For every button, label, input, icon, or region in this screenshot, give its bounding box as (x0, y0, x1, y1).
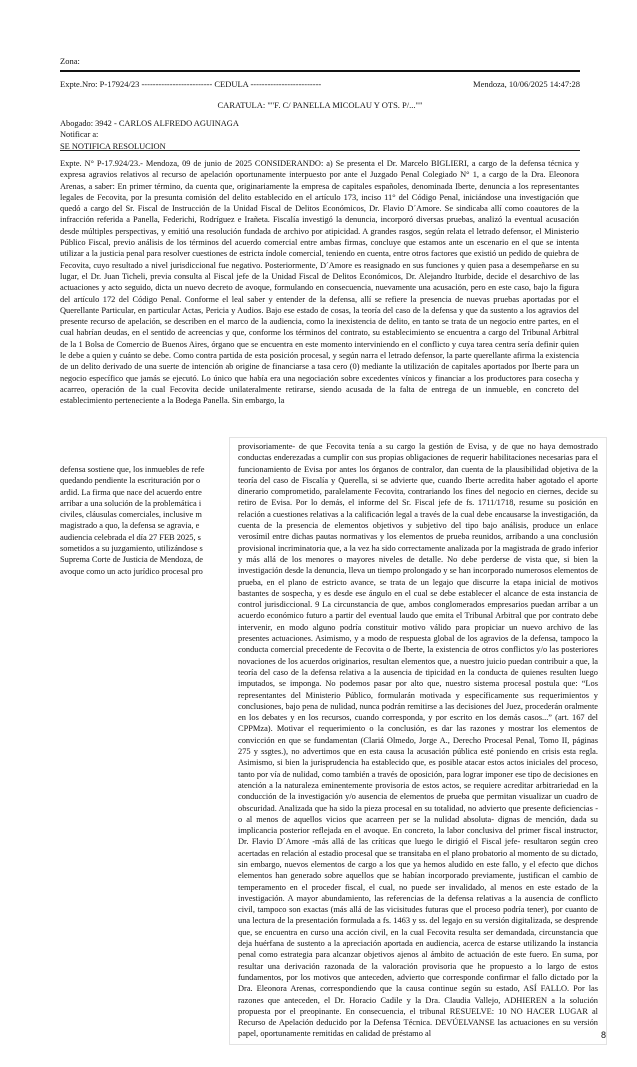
caratula: CARATULA: ""F. C/ PANELLA MICOLAU Y OTS. P/..."" (217, 100, 423, 110)
fragment-line: civiles, cláusulas comerciales, inclusive m (60, 510, 202, 520)
fragment-line: audiencia celebrada el día 27 FEB 2025, s (60, 532, 201, 542)
fragment-line: arribar a una solución de la problemática i (60, 498, 202, 508)
resolution-text-left-fragment (60, 464, 238, 576)
resolution-paragraph: Expte. N° P-17.924/23.- Mendoza, 09 de junio de 2025 CONSIDERANDO: a) Se presenta el Dr. Marcelo BIGLIERI, a cargo de la defensa técnica y expresa agravios relativos al recurso de apelación oportunamente interpuesto por ante el Juzgado Penal Colegiado N° 1, a cargo de la Dra. Eleonora Arenas, a saber: En primer término, da cuenta que, originariamente la empresa de capitales españoles, denominada Iberte, denuncia a los representantes legales de Fecovita, por la presunta comisión del delito establecido en el artículo 173, inciso 11° del Código Penal, iniciándose una investigación que quedó a cargo del Sr. Fiscal de Instrucción de la Unidad Fiscal de Delitos Económicos, Dr. Flavio D´Amore. Se sindicaba allí como coautores de la infracción referida a Panella, Federichi, Rodríguez e Irañeta. Fiscalía investigó la denuncia, incorporó diversas pruebas, analizó la eventual acusación desde múltiples perspectivas, y emitió una resolución fundada de archivo por atipicidad. A grandes rasgos, según relata el letrado defensor, el Ministerio Público Fiscal, previo análisis de los términos del acuerdo comercial entre ambas firmas, concluye que estamos ante un escenario en el que se intenta utilizar a la justicia penal para resolver cuestiones de estricta índole comercial, teniendo en cuenta, entre otros factores que existió un pedido de quiebra de Fecovita, cuyo resultado a nivel jurisdiccional fue negativo. Posteriormente, D´Amore es reasignado en sus funciones y quien pasa a desempeñarse en su lugar, el Dr. Juan Ticheli, previa consulta al Fiscal jefe de la Unidad Fiscal de Delitos Económicos, Dr. Alejandro Iturbide, decide el desarchivo de las actuaciones y acto seguido, dicta un nuevo decreto de avoque, formulando en consecuencia, nuevamente una acusación, pero en este caso, bajo la figura del artículo 172 del Código Penal. Conforme el leal saber y entender de la defensa, allí se refiere la presencia de nuevas pruebas aportadas por el Querellante Particular, en particular Actas, Pericia y Audios. Bajo ese estado de cosas, la teoría del caso de la defensa y que da sustento a los agravios del presente recurso de apelación, se describen en el marco de la audiencia, como la inexistencia de delito, en tanto se trata de un negocio entre partes, en el cual habrían deudas, en el sentido de acreencias y que, conforme los términos del contrato, su establecimiento se encuentra a cargo del Tribunal Arbitral de la 1 Bolsa de Comercio de Buenos Aires, órgano que se encuentra en este momento interviniendo en el conflicto y cuya tarea centra sería definir quien le debe a quien y cuánto se debe. Como contra partida de esta posición procesal, y según narra el letrado defensor, la parte querellante afirma la existencia de un delito derivado de una suerte de intención ab origine de financiarse a tasa cero (0) mediante la utilización de capitales aportados por Iberte para un negocio específico que jamás se ejecutó. Lo único que había era una negociación sobre excedentes vínicos y financiar a los productores para cosecha y acarreo, operación de la cual Fecovita decide unilateralmente retirarse, siendo acusada de la falta de entrega de un inmueble, en concreto del establecimiento perteneciente a la Bodega Panella. Sin embargo, la (60, 159, 579, 406)
notificar-line: Notificar a: (60, 130, 99, 140)
fragment-line: defensa sostiene que, los inmuebles de refe (60, 465, 205, 474)
fragment-line: avoque como un acto jurídico procesal pro (60, 566, 203, 576)
expte-line (60, 79, 580, 89)
fragment-line: quedando pendiente la escrituración por o (60, 476, 201, 486)
page-number: 8 (601, 1030, 607, 1040)
fragment-line: Suprema Corte de Justicia de Mendoza, de (60, 555, 204, 565)
fragment-line: ardid. La firma que nace del acuerdo entre (60, 487, 202, 497)
expte-date: Mendoza, 10/06/2025 14:47:28 (473, 79, 580, 89)
abogado-line: Abogado: 3942 - CARLOS ALFREDO AGUINAGA (60, 119, 239, 128)
fragment-line: sometidos a su juzgamiento, utilizándose s (60, 544, 203, 554)
expte-number: Expte.Nro: P-17924/23 ------------------------- CEDULA ------------------------- (60, 79, 322, 89)
resolution-text-upper (60, 158, 579, 447)
recipient-block (60, 118, 239, 152)
divider-bottom (60, 150, 580, 151)
overlapping-page (230, 438, 606, 1044)
fragment-line: magistrado a quo, la defensa se agravia, e (60, 521, 200, 531)
zona-label: Zona: (60, 56, 80, 66)
overlapping-page-text: provisoriamente- de que Fecovita tenía a su cargo la gestión de Evisa, y de que no haya demostrado conductas enderezadas a cumplir con sus propias obligaciones de requerir habilitaciones necesarias para el funcionamiento de Evisa por antes los órganos de contralor, dan cuenta de la plausibilidad objetiva de la teoría del caso de Fiscalía y Querella, si se advierte que, cuando Iberte acredita haber agotado el aporte dinerario comprometido, paralelamente Fecovita, contrariando los fines del negocio en ciernes, decide su retiro de Evisa. Por lo demás, el informe del Sr. Fiscal jefe de fs. 1711/1718, resume su posición en relación a cuestiones relativas a la calificación legal a través de la cual debe encausarse la investigación, da cuenta de la presencia de elementos objetivos y subjetivo del tipo bajo análisis, produce un enlace verosímil entre dichas pautas normativas y los elementos de prueba reunidos, arribando a una conclusión provisional incriminatoria que, a la vez ha sido correctamente analizada por la magistrada de grado inferior y más allá de los menores o mayores niveles de detalle. No debe perderse de vista que, si bien la investigación desde la denuncia, lleva un tiempo prolongado y se han incorporado numerosos elementos de prueba, en el plano de estricto avance, se trata de un legajo que discurre la etapa inicial de motivos bastantes de sospecha, y es desde ese ángulo en el cual se debe establecer el alcance de esta instancia de control jurisdiccional. 9 La circunstancia de que, ambos conglomerados empresarios puedan arribar a un acuerdo económico futuro a partir del eventual laudo que emita el Tribunal Arbitral que por contrato debe intervenir, en modo alguno podría constituir motivo válido para propiciar un nuevo archivo de las presentes actuaciones. Asimismo, y a modo de respuesta global de los agravios de la defensa, tampoco la conducta comercial precedente de Fecovita o de Iberte, la existencia de otros conflictos y/o las posteriores novaciones de los acuerdos originarios, resultan elementos que, a nuestro juicio puedan contribuir a que, la teoría del caso de la defensa relativa a la ausencia de tipicidad en la conducta de quienes resulten luego imputados, se imponga. No podemos pasar por alto que, nuestro sistema procesal postula que: “Los representantes del Ministerio Público, formularán motivada y específicamente sus requerimientos y conclusiones, bajo pena de nulidad, nunca podrán remitirse a las decisiones del Juez, procederán oralmente en los debates y en los recursos, cuando corresponda, y por escrito en los demás casos...” (art. 167 del CPPMza). Motivar el requerimiento o la conclusión, es dar las razones y mostrar los elementos de convicción en que se fundamentan (Clariá Olmedo, Jorge A., Derecho Procesal Penal, Tomo II, páginas 275 y ssgtes.), no advertimos que en esta causa la acusación pública esté poniendo en crisis esta regla. Asimismo, si bien la jurisprudencia ha establecido que, es posible atacar estos actos iniciales del proceso, tanto por vía de nulidad, como también a través de oposición, para lograr imponer ese tipo de decisiones en atención a la naturaleza eminentemente provisoria de estos actos, se requiere acreditar arbitrariedad en la conducción de la investigación y/o ausencia de elementos de prueba que permitan visualizar un cuadro de obscuridad. Analizada que ha sido la pieza procesal en su totalidad, no advierto que presente deficiencias -o al menos de aquellos vicios que acarreen per se la nulidad absoluta- dignas de mención, dada su implicancia posterior reflejada en el avoque. En concreto, la labor conclusiva del primer fiscal instructor, Dr. Flavio D´Amore -más allá de las críticas que luego le dirigió el Fiscal jefe- resultaron según creo acertadas en relación al estadio procesal que se transitaba en el plano probatorio al momento de su dictado, sin embargo, nuevos elementos de cargo a los que ya hemos aludido en este fallo, y el efecto que dichos elementos han generado sobre aquellos que se habían incorporado previamente, justifican el cambio de temperamento en el proceder fiscal, el cual, no puede ser invalidado, al menos en este estado de la investigación. A mayor abundamiento, las referencias de la defensa relativas a la ausencia de conflicto civil, tampoco son exactas (más allá de las vicisitudes futuras que el proceso podría tener), por cuanto de una lectura de la presentación formulada a fs. 1463 y ss. del legajo en su versión digitalizada, se desprende que, se encuentra en curso una acción civil, en la cual Fecovita resulta ser demandada, circunstancia que deja huérfana de sustento a la apreciación aportada en audiencia, acerca de estarse utilizando la instancia penal como estrategia para alcanzar objetivos ajenos al ámbito de actuación de este fuero. En suma, por resultar una derivación razonada de la valoración provisoria que he propuesto a lo largo de estos fundamentos, por los motivos que anteceden, advierto que corresponde confirmar el fallo dictado por la Dra. Eleonora Arenas, correspondiendo que la causa continue según su estado, ASÍ FALLO. Por las razones que anteceden, el Dr. Horacio Cadile y la Dra. Claudia Vallejo, ADHIEREN a la solución propuesta por el preopinante. En consecuencia, el tribunal RESUELVE: 10 NO HACER LUGAR al Recurso de Apelación deducido por la Defensa Técnica. DEVÚELVANSE las actuaciones en su versión papel, oportunamente remitidas en calidad de préstamo al (238, 442, 598, 1039)
divider-top (60, 70, 580, 72)
se-notifica-line: SE NOTIFICA RESOLUCION (60, 141, 166, 151)
